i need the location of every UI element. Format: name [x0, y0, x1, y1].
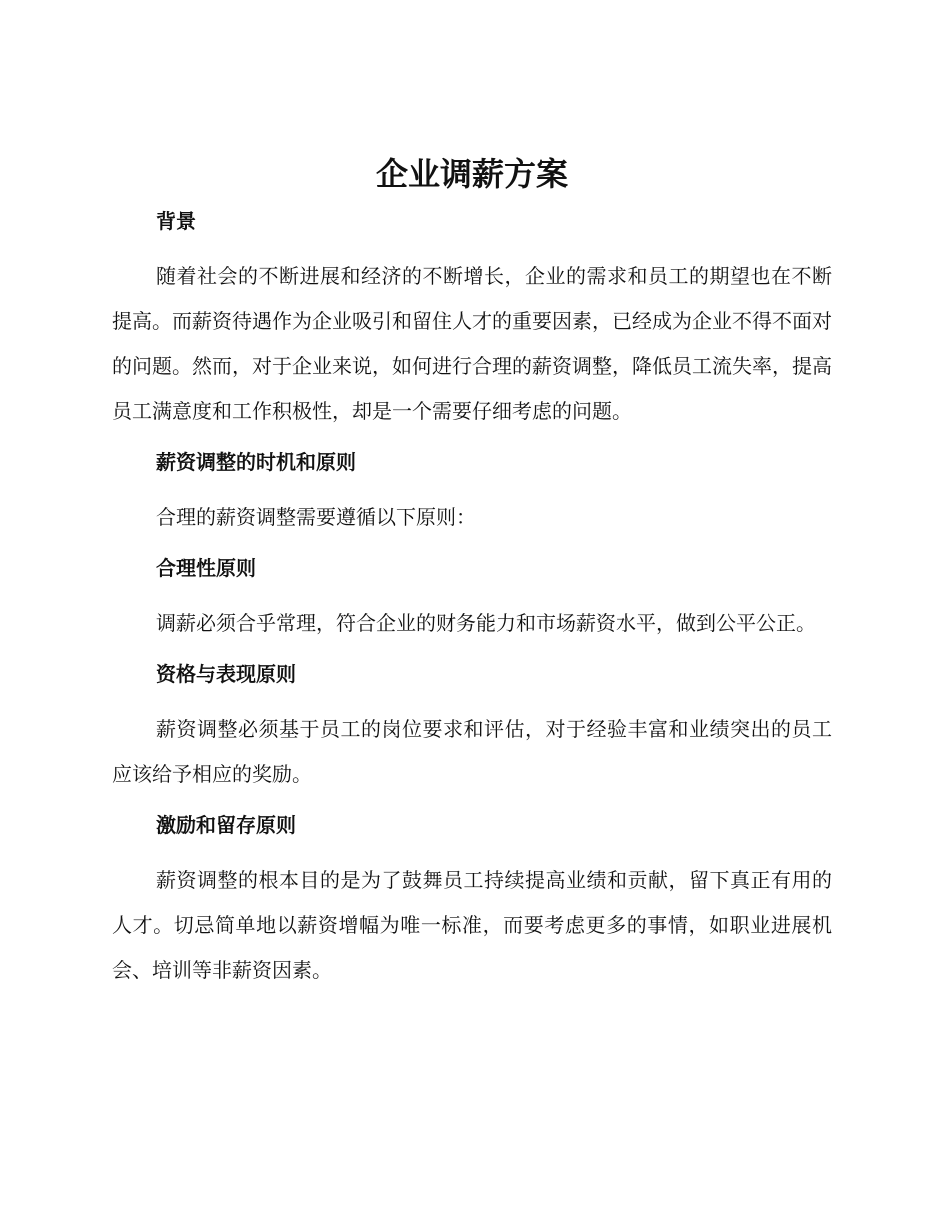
- section-timing-principles: [112, 447, 832, 540]
- section-paragraph: 随着社会的不断进展和经济的不断增长，企业的需求和员工的期望也在不断提高。而薪资待遇作为企业吸引和留住人才的重要因素，已经成为企业不得不面对的问题。然而，对于企业来说，如何进行合理的薪资调整，降低员工流失率，提高员工满意度和工作积极性，却是一个需要仔细考虑的问题。: [112, 264, 832, 423]
- section-heading: 激励和留存原则: [156, 813, 296, 837]
- section-paragraph: 薪资调整必须基于员工的岗位要求和评估，对于经验丰富和业绩突出的员工应该给予相应的奖励。: [112, 717, 832, 786]
- section-paragraph: 薪资调整的根本目的是为了鼓舞员工持续提高业绩和贡献，留下真正有用的人才。切忌简单地以薪资增幅为唯一标准，而要考虑更多的事情，如职业进展机会、培训等非薪资因素。: [112, 868, 832, 982]
- section-heading: 背景: [156, 209, 196, 233]
- document-title: 企业调薪方案: [375, 155, 568, 193]
- section-background: [112, 206, 832, 434]
- section-incentive-retention: [112, 810, 832, 993]
- document-page: [112, 148, 832, 993]
- section-qualification-performance: [112, 659, 832, 797]
- section-paragraph: 合理的薪资调整需要遵循以下原则：: [156, 505, 476, 529]
- section-heading: 合理性原则: [156, 556, 256, 580]
- section-paragraph: 调薪必须合乎常理，符合企业的财务能力和市场薪资水平，做到公平公正。: [156, 611, 816, 635]
- section-heading: 薪资调整的时机和原则: [156, 450, 356, 474]
- section-heading: 资格与表现原则: [156, 662, 296, 686]
- section-reasonableness: [112, 553, 832, 646]
